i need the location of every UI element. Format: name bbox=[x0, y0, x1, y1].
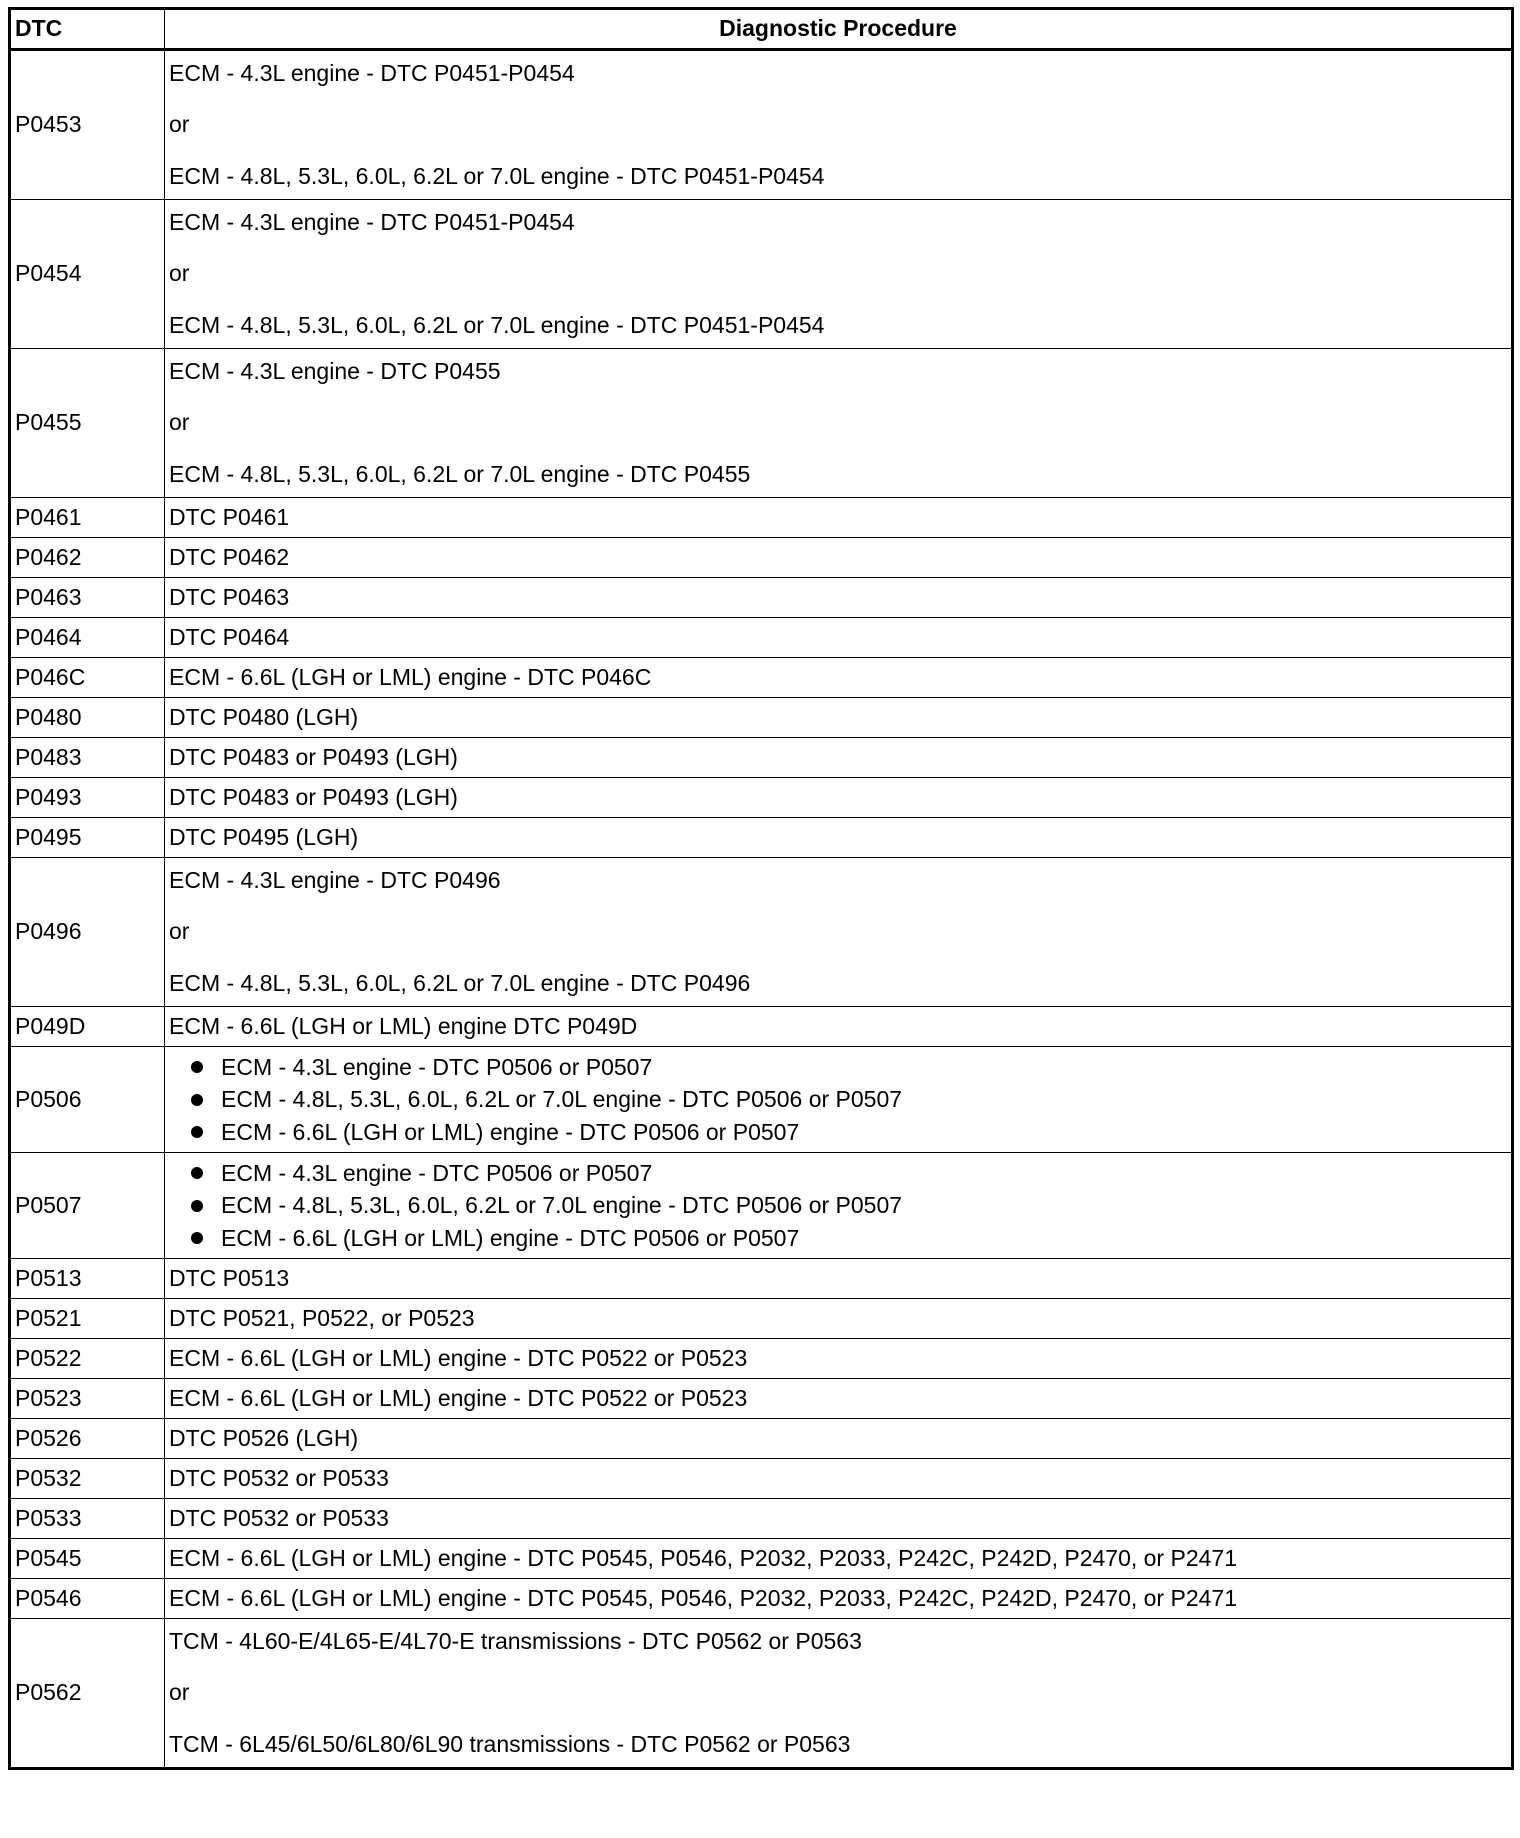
dtc-code-cell: P0464 bbox=[10, 618, 165, 658]
diagnostic-procedure-cell: ECM - 6.6L (LGH or LML) engine - DTC P0545, P0546, P2032, P2033, P242C, P242D, P2470, or P2471 bbox=[165, 1539, 1513, 1579]
dtc-code-cell: P0454 bbox=[10, 200, 165, 349]
procedure-line: ECM - 4.8L, 5.3L, 6.0L, 6.2L or 7.0L engine - DTC P0455 bbox=[169, 460, 751, 487]
table-row bbox=[10, 498, 1513, 538]
diagnostic-procedure-cell: ECM - 6.6L (LGH or LML) engine - DTC P0522 or P0523 bbox=[165, 1379, 1513, 1419]
table-row bbox=[10, 349, 1513, 498]
diagnostic-procedure-cell: ECM - 6.6L (LGH or LML) engine - DTC P046C bbox=[165, 658, 1513, 698]
procedure-bullet-item: ECM - 4.8L, 5.3L, 6.0L, 6.2L or 7.0L engine - DTC P0506 or P0507 bbox=[221, 1083, 1507, 1115]
procedure-alternatives bbox=[169, 1623, 1507, 1763]
diagnostic-procedure-cell: DTC P0495 (LGH) bbox=[165, 818, 1513, 858]
table-row bbox=[10, 618, 1513, 658]
dtc-code-cell: P0495 bbox=[10, 818, 165, 858]
dtc-code-cell: P0545 bbox=[10, 1539, 165, 1579]
dtc-code-cell: P0453 bbox=[10, 50, 165, 200]
procedure-line: TCM - 6L45/6L50/6L80/6L90 transmissions - DTC P0562 or P0563 bbox=[169, 1730, 851, 1757]
dtc-code-cell: P0533 bbox=[10, 1499, 165, 1539]
dtc-code-cell: P046C bbox=[10, 658, 165, 698]
procedure-bullet-item: ECM - 6.6L (LGH or LML) engine - DTC P0506 or P0507 bbox=[221, 1116, 1507, 1148]
dtc-code-cell: P0506 bbox=[10, 1047, 165, 1153]
diagnostic-procedure-cell: DTC P0463 bbox=[165, 578, 1513, 618]
dtc-code-cell: P0483 bbox=[10, 738, 165, 778]
table-row bbox=[10, 1299, 1513, 1339]
dtc-code-cell: P0455 bbox=[10, 349, 165, 498]
diagnostic-procedure-cell: DTC P0532 or P0533 bbox=[165, 1459, 1513, 1499]
dtc-code-cell: P0461 bbox=[10, 498, 165, 538]
diagnostic-procedure-cell bbox=[165, 1619, 1513, 1769]
dtc-code-cell: P0521 bbox=[10, 1299, 165, 1339]
table-body bbox=[10, 50, 1513, 1769]
diagnostic-procedure-cell: DTC P0532 or P0533 bbox=[165, 1499, 1513, 1539]
table-row bbox=[10, 818, 1513, 858]
diagnostic-procedure-cell: DTC P0526 (LGH) bbox=[165, 1419, 1513, 1459]
dtc-code-cell: P0463 bbox=[10, 578, 165, 618]
dtc-code-cell: P0462 bbox=[10, 538, 165, 578]
dtc-code-cell: P0522 bbox=[10, 1339, 165, 1379]
diagnostic-procedure-cell: DTC P0464 bbox=[165, 618, 1513, 658]
dtc-code-cell: P0493 bbox=[10, 778, 165, 818]
dtc-code-cell: P0546 bbox=[10, 1579, 165, 1619]
procedure-bullet-item: ECM - 4.8L, 5.3L, 6.0L, 6.2L or 7.0L engine - DTC P0506 or P0507 bbox=[221, 1189, 1507, 1221]
procedure-line: ECM - 4.8L, 5.3L, 6.0L, 6.2L or 7.0L engine - DTC P0451-P0454 bbox=[169, 311, 825, 338]
dtc-code-cell: P0507 bbox=[10, 1153, 165, 1259]
table-row bbox=[10, 1379, 1513, 1419]
diagnostic-procedure-cell bbox=[165, 200, 1513, 349]
table-row bbox=[10, 1419, 1513, 1459]
dtc-document bbox=[8, 7, 1514, 1770]
diagnostic-procedure-cell bbox=[165, 1047, 1513, 1153]
table-row bbox=[10, 1619, 1513, 1769]
procedure-bullet-item: ECM - 4.3L engine - DTC P0506 or P0507 bbox=[221, 1051, 1507, 1083]
table-row bbox=[10, 1499, 1513, 1539]
table-row bbox=[10, 538, 1513, 578]
table-row bbox=[10, 578, 1513, 618]
table-row bbox=[10, 1007, 1513, 1047]
table-row bbox=[10, 1259, 1513, 1299]
table-row bbox=[10, 658, 1513, 698]
table-row bbox=[10, 200, 1513, 349]
procedure-line: TCM - 4L60-E/4L65-E/4L70-E transmissions - DTC P0562 or P0563 bbox=[169, 1628, 862, 1654]
table-row bbox=[10, 738, 1513, 778]
dtc-code-cell: P0513 bbox=[10, 1259, 165, 1299]
table-row bbox=[10, 1047, 1513, 1153]
diagnostic-procedure-cell: DTC P0513 bbox=[165, 1259, 1513, 1299]
dtc-code-cell: P0523 bbox=[10, 1379, 165, 1419]
procedure-bullet-item: ECM - 6.6L (LGH or LML) engine - DTC P0506 or P0507 bbox=[221, 1222, 1507, 1254]
diagnostic-procedure-cell: DTC P0480 (LGH) bbox=[165, 698, 1513, 738]
diagnostic-procedure-cell: DTC P0483 or P0493 (LGH) bbox=[165, 778, 1513, 818]
diagnostic-procedure-cell bbox=[165, 858, 1513, 1007]
procedure-line: ECM - 4.3L engine - DTC P0451-P0454 bbox=[169, 60, 575, 86]
procedure-line: ECM - 4.8L, 5.3L, 6.0L, 6.2L or 7.0L engine - DTC P0451-P0454 bbox=[169, 162, 825, 189]
procedure-line: or bbox=[169, 918, 190, 945]
procedure-alternatives bbox=[169, 55, 1507, 195]
table-row bbox=[10, 1339, 1513, 1379]
diagnostic-procedure-cell: ECM - 6.6L (LGH or LML) engine - DTC P0522 or P0523 bbox=[165, 1339, 1513, 1379]
diagnostic-procedure-cell: DTC P0462 bbox=[165, 538, 1513, 578]
table-row bbox=[10, 1153, 1513, 1259]
dtc-table bbox=[8, 7, 1514, 1770]
diagnostic-procedure-cell: ECM - 6.6L (LGH or LML) engine DTC P049D bbox=[165, 1007, 1513, 1047]
dtc-code-cell: P0562 bbox=[10, 1619, 165, 1769]
procedure-line: ECM - 4.3L engine - DTC P0451-P0454 bbox=[169, 209, 575, 235]
table-row bbox=[10, 1539, 1513, 1579]
diagnostic-procedure-cell bbox=[165, 349, 1513, 498]
procedure-alternatives bbox=[169, 353, 1507, 493]
procedure-line: or bbox=[169, 260, 190, 287]
procedure-line: or bbox=[169, 1679, 190, 1706]
dtc-code-cell: P0496 bbox=[10, 858, 165, 1007]
procedure-line: ECM - 4.8L, 5.3L, 6.0L, 6.2L or 7.0L engine - DTC P0496 bbox=[169, 969, 751, 996]
dtc-code-cell: P0480 bbox=[10, 698, 165, 738]
table-row bbox=[10, 1579, 1513, 1619]
procedure-line: or bbox=[169, 409, 190, 436]
table-row bbox=[10, 778, 1513, 818]
dtc-code-cell: P049D bbox=[10, 1007, 165, 1047]
diagnostic-procedure-cell: DTC P0483 or P0493 (LGH) bbox=[165, 738, 1513, 778]
diagnostic-procedure-cell: DTC P0521, P0522, or P0523 bbox=[165, 1299, 1513, 1339]
procedure-bullet-item: ECM - 4.3L engine - DTC P0506 or P0507 bbox=[221, 1157, 1507, 1189]
procedure-line: ECM - 4.3L engine - DTC P0455 bbox=[169, 358, 501, 384]
dtc-code-cell: P0532 bbox=[10, 1459, 165, 1499]
procedure-bullet-list bbox=[169, 1051, 1507, 1148]
procedure-line: or bbox=[169, 111, 190, 138]
diagnostic-procedure-cell bbox=[165, 50, 1513, 200]
procedure-line: ECM - 4.3L engine - DTC P0496 bbox=[169, 867, 501, 893]
column-header-dtc: DTC bbox=[10, 9, 165, 50]
diagnostic-procedure-cell: DTC P0461 bbox=[165, 498, 1513, 538]
table-row bbox=[10, 1459, 1513, 1499]
table-row bbox=[10, 698, 1513, 738]
diagnostic-procedure-cell bbox=[165, 1153, 1513, 1259]
table-row bbox=[10, 50, 1513, 200]
dtc-code-cell: P0526 bbox=[10, 1419, 165, 1459]
table-row bbox=[10, 858, 1513, 1007]
table-header-row bbox=[10, 9, 1513, 50]
procedure-bullet-list bbox=[169, 1157, 1507, 1254]
diagnostic-procedure-cell: ECM - 6.6L (LGH or LML) engine - DTC P0545, P0546, P2032, P2033, P242C, P242D, P2470, or P2471 bbox=[165, 1579, 1513, 1619]
column-header-procedure: Diagnostic Procedure bbox=[165, 9, 1513, 50]
procedure-alternatives bbox=[169, 204, 1507, 344]
procedure-alternatives bbox=[169, 862, 1507, 1002]
